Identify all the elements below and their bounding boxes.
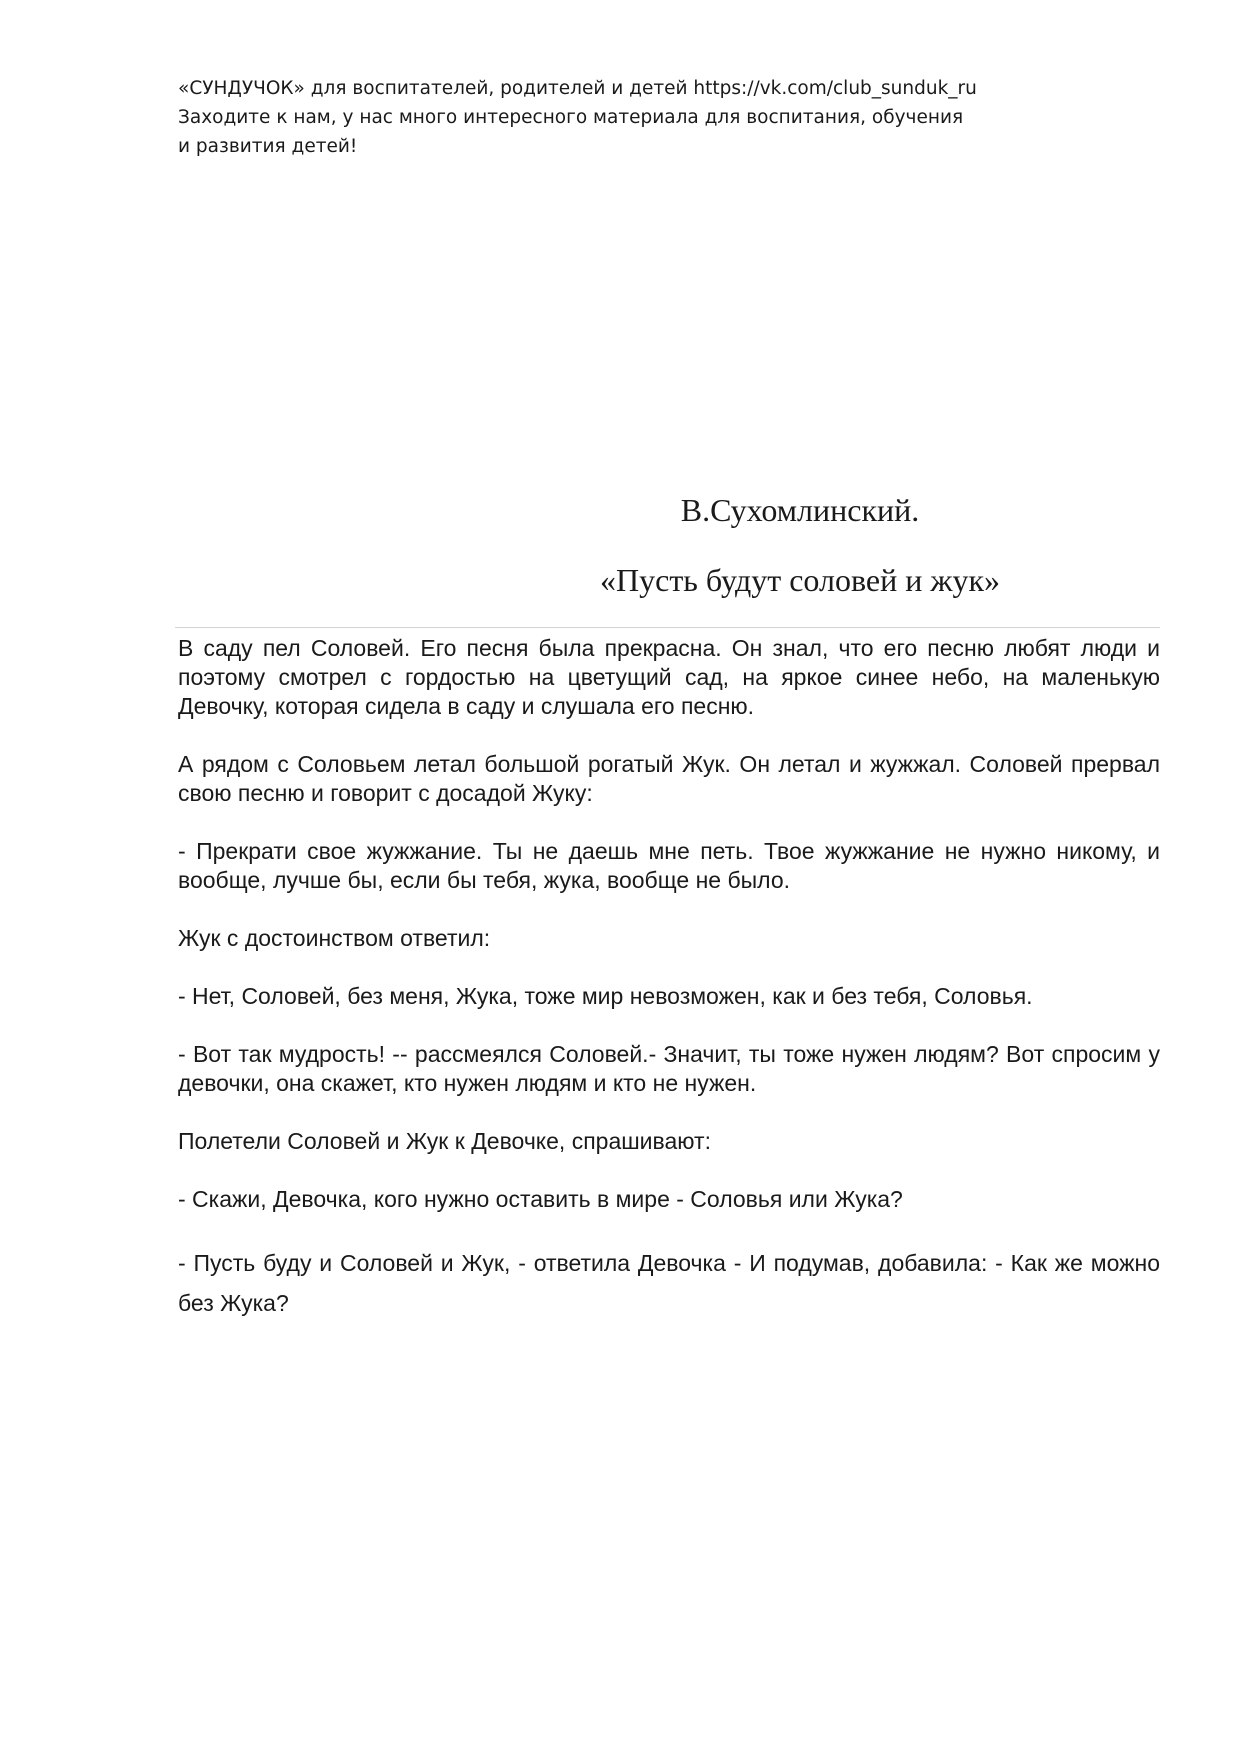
header-line-3: и развития детей! bbox=[178, 136, 358, 157]
story-title: «Пусть будут соловей и жук» bbox=[600, 562, 1000, 598]
page-header bbox=[178, 74, 1078, 161]
story-paragraph: Жук с достоинством ответил: bbox=[178, 925, 491, 951]
header-line-2: Заходите к нам, у нас много интересного материала для воспитания, обучения bbox=[178, 107, 964, 128]
story-paragraph: - Вот так мудрость! -- рассмеялся Соловей.- Значит, ты тоже нужен людям? Вот спросим у девочки, она скажет, кто нужен людям и кто не нужен. bbox=[178, 1041, 1160, 1096]
story-paragraph: - Прекрати свое жужжание. Ты не даешь мне петь. Твое жужжание не нужно никому, и вообще, лучше бы, если бы тебя, жука, вообще не было. bbox=[178, 838, 1160, 893]
story-paragraph: - Пусть буду и Соловей и Жук, - ответила Девочка - И подумав, добавила: - Как же можно без Жука? bbox=[178, 1250, 1160, 1316]
story-body bbox=[178, 634, 1160, 1352]
title-divider bbox=[175, 627, 1160, 628]
author-name: В.Сухомлинский. bbox=[680, 492, 920, 528]
story-paragraph: - Нет, Соловей, без меня, Жука, тоже мир невозможен, как и без тебя, Соловья. bbox=[178, 983, 1033, 1009]
story-paragraph: А рядом с Соловьем летал большой рогатый Жук. Он летал и жужжал. Соловей прервал свою песню и говорит с досадой Жуку: bbox=[178, 751, 1160, 806]
story-paragraph: Полетели Соловей и Жук к Девочке, спрашивают: bbox=[178, 1128, 711, 1154]
story-paragraph: - Скажи, Девочка, кого нужно оставить в мире - Соловья или Жука? bbox=[178, 1186, 903, 1212]
story-paragraph: В саду пел Соловей. Его песня была прекрасна. Он знал, что его песню любят люди и поэтому смотрел с гордостью на цветущий сад, на яркое синее небо, на маленькую Девочку, которая сидела в саду и слушала его песню. bbox=[178, 635, 1160, 719]
header-line-1: «СУНДУЧОК» для воспитателей, родителей и детей https://vk.com/club_sunduk_ru bbox=[178, 78, 977, 99]
